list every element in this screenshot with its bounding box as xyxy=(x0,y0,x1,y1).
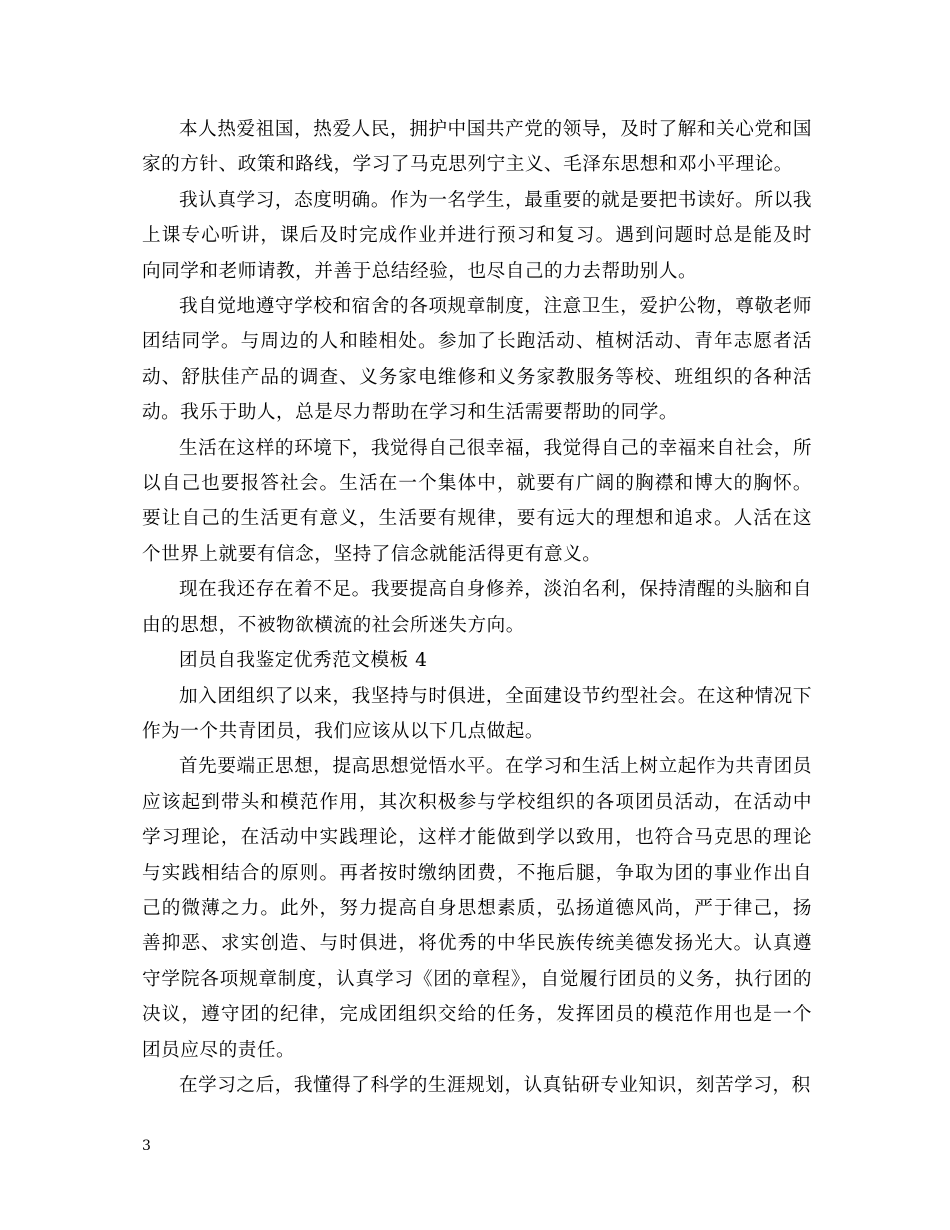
document-body xyxy=(142,112,812,1103)
paragraph-2: 我认真学习，态度明确。作为一名学生，最重要的就是要把书读好。所以我上课专心听讲，课后及时完成作业并进行预习和复习。遇到问题时总是能及时向同学和老师请教，并善于总结经验，也尽自己的力去帮助别人。 xyxy=(142,189,812,282)
paragraph-4: 生活在这样的环境下，我觉得自己很幸福，我觉得自己的幸福来自社会，所以自己也要报答社会。生活在一个集体中，就要有广阔的胸襟和博大的胸怀。要让自己的生活更有意义，生活要有规律，要有远大的理想和追求。人活在这个世界上就要有信念，坚持了信念就能活得更有意义。 xyxy=(142,437,812,565)
paragraph-7: 首先要端正思想，提高思想觉悟水平。在学习和生活上树立起作为共青团员应该起到带头和模范作用，其次积极参与学校组织的各项团员活动，在活动中学习理论，在活动中实践理论，这样才能做到学以致用，也符合马克思的理论与实践相结合的原则。再者按时缴纳团费，不拖后腿，争取为团的事业作出自己的微薄之力。此外，努力提高自身思想素质，弘扬道德风尚，严于律己，扬善抑恶、求实创造、与时俱进，将优秀的中华民族传统美德发扬光大。认真遵守学院各项规章制度，认真学习《团的章程》，自觉履行团员的义务，执行团的决议，遵守团的纪律，完成团组织交给的任务，发挥团员的模范作用也是一个团员应尽的责任。 xyxy=(142,756,812,1061)
section-heading: 团员自我鉴定优秀范文模板 4 xyxy=(179,650,428,672)
paragraph-8: 在学习之后，我懂得了科学的生涯规划，认真钻研专业知识，刻苦学习，积 xyxy=(179,1074,811,1096)
paragraph-6: 加入团组织了以来，我坚持与时俱进，全面建设节约型社会。在这种情况下作为一个共青团员，我们应该从以下几点做起。 xyxy=(142,685,812,742)
page-number: 3 xyxy=(142,1138,151,1154)
paragraph-5: 现在我还存在着不足。我要提高自身修养，淡泊名利，保持清醒的头脑和自由的思想，不被物欲横流的社会所迷失方向。 xyxy=(142,579,812,636)
paragraph-1: 本人热爱祖国，热爱人民，拥护中国共产党的领导，及时了解和关心党和国家的方针、政策和路线，学习了马克思列宁主义、毛泽东思想和邓小平理论。 xyxy=(142,119,812,176)
paragraph-3: 我自觉地遵守学校和宿舍的各项规章制度，注意卫生，爱护公物，尊敬老师团结同学。与周边的人和睦相处。参加了长跑活动、植树活动、青年志愿者活动、舒肤佳产品的调查、义务家电维修和义务家教服务等校、班组织的各种活动。我乐于助人，总是尽力帮助在学习和生活需要帮助的同学。 xyxy=(142,296,812,424)
